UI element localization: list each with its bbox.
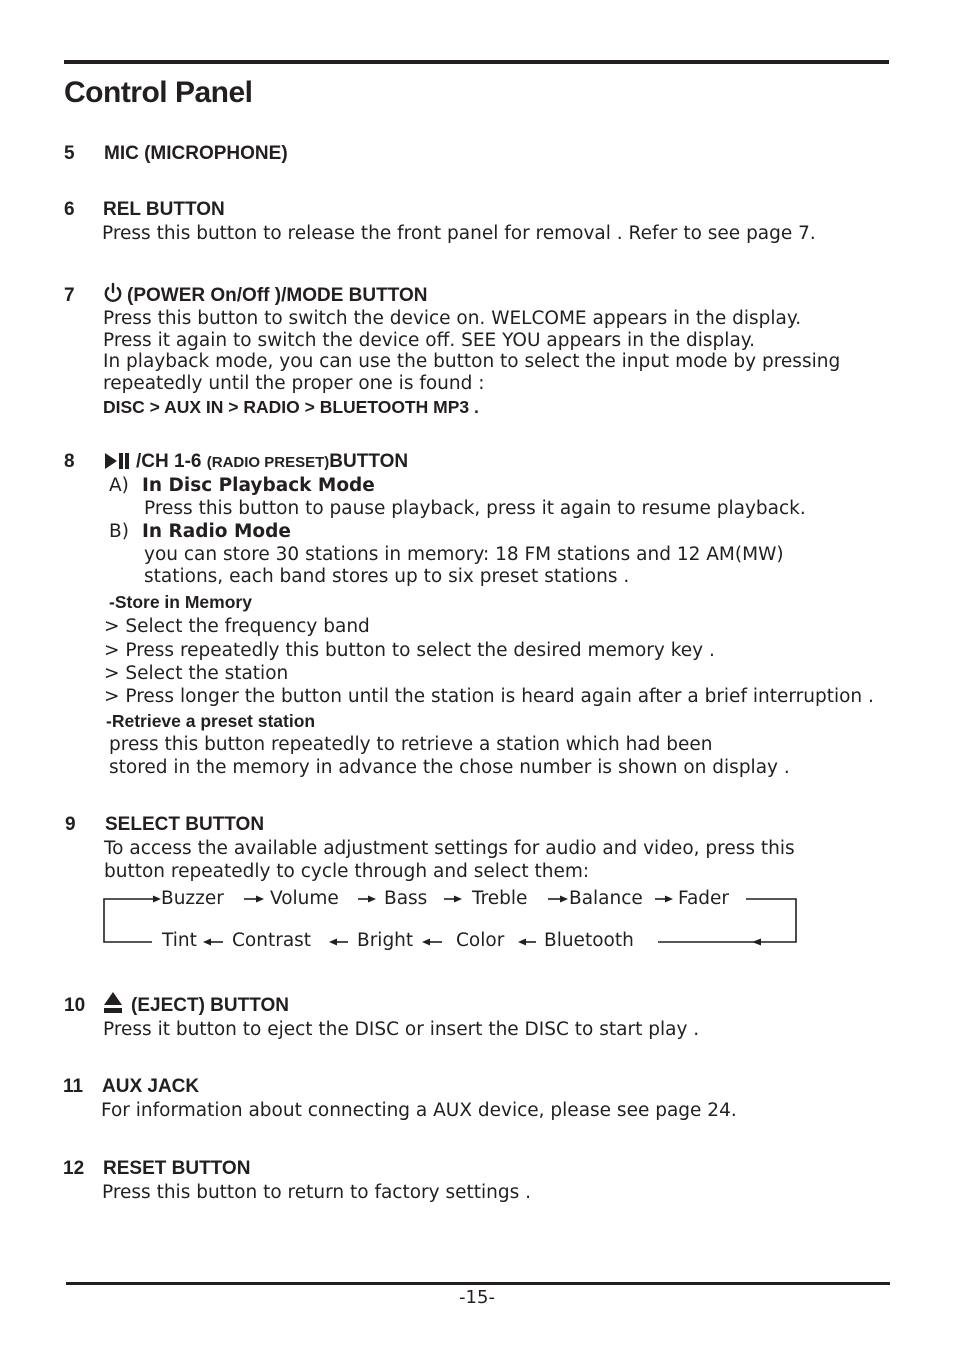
eject-icon: [103, 991, 123, 1015]
page-title: Control Panel: [64, 76, 253, 109]
section-8-heading-preset: (RADIO PRESET): [206, 454, 330, 471]
section-11-body: For information about connecting a AUX device, please see page 24.: [101, 1100, 737, 1121]
section-8-b-title: In Radio Mode: [142, 521, 291, 542]
section-5-number: 5: [64, 143, 75, 164]
cycle-item-color: Color: [456, 930, 505, 951]
section-8-b-label: B): [109, 521, 129, 542]
section-9-number: 9: [65, 814, 76, 835]
cycle-item-tint: Tint: [162, 930, 197, 951]
top-rule: [64, 60, 889, 64]
cycle-item-fader: Fader: [678, 888, 730, 909]
section-10-heading: (EJECT) BUTTON: [131, 995, 289, 1016]
input-mode-sequence: DISC > AUX IN > RADIO > BLUETOOTH MP3 .: [103, 397, 479, 417]
cycle-item-balance: Balance: [569, 888, 643, 909]
section-7-number: 7: [64, 285, 75, 306]
section-7-line-4: repeatedly until the proper one is found :: [103, 373, 485, 394]
section-8-number: 8: [64, 451, 75, 472]
section-12-body: Press this button to return to factory settings .: [102, 1182, 532, 1203]
section-7-line-1: Press this button to switch the device on. WELCOME appears in the display.: [103, 308, 802, 329]
cycle-item-treble: Treble: [472, 888, 528, 909]
section-8-heading-button: BUTTON: [329, 451, 409, 472]
section-10-number: 10: [64, 995, 86, 1016]
cycle-item-bass: Bass: [384, 888, 428, 909]
store-step-3: > Select the station: [104, 663, 289, 684]
section-9-line-2: button repeatedly to cycle through and select them:: [104, 861, 590, 882]
section-11-number: 11: [63, 1076, 84, 1097]
section-12-heading: RESET BUTTON: [103, 1158, 251, 1179]
play-pause-icon: [104, 452, 130, 470]
section-6-heading: REL BUTTON: [103, 199, 225, 220]
section-8-heading: [136, 451, 408, 473]
section-11-heading: AUX JACK: [102, 1076, 200, 1097]
section-8-heading-channel: /CH 1-6: [136, 451, 202, 472]
section-6-body: Press this button to release the front panel for removal . Refer to see page 7.: [102, 223, 816, 244]
store-memory-title: -Store in Memory: [109, 592, 252, 612]
cycle-item-buzzer: Buzzer: [161, 888, 224, 909]
cycle-item-bright: Bright: [357, 930, 414, 951]
section-8-b-line-1: you can store 30 stations in memory: 18 FM stations and 12 AM(MW): [144, 544, 784, 565]
section-5-heading: MIC (MICROPHONE): [104, 143, 288, 164]
cycle-item-bluetooth: Bluetooth: [544, 930, 634, 951]
retrieve-line-1: press this button repeatedly to retrieve a station which had been: [109, 734, 713, 755]
section-8-a-title: In Disc Playback Mode: [142, 475, 375, 496]
section-9-heading: SELECT BUTTON: [105, 814, 265, 835]
retrieve-line-2: stored in the memory in advance the chose number is shown on display .: [109, 757, 790, 778]
page-number: -15-: [459, 1287, 495, 1308]
cycle-item-contrast: Contrast: [232, 930, 312, 951]
section-10-body: Press it button to eject the DISC or insert the DISC to start play .: [103, 1019, 700, 1040]
section-7-line-2: Press it again to switch the device off. SEE YOU appears in the display.: [103, 330, 755, 351]
section-7-line-3: In playback mode, you can use the button to select the input mode by pressing: [103, 351, 841, 372]
power-icon: [103, 282, 123, 304]
store-step-4: > Press longer the button until the station is heard again after a brief interruption .: [104, 686, 874, 707]
cycle-item-volume: Volume: [270, 888, 339, 909]
section-6-number: 6: [64, 199, 75, 220]
section-9-line-1: To access the available adjustment settings for audio and video, press this: [104, 838, 795, 859]
bottom-rule: [66, 1282, 890, 1285]
section-12-number: 12: [63, 1158, 85, 1179]
section-7-heading: (POWER On/Off )/MODE BUTTON: [127, 285, 428, 306]
store-step-1: > Select the frequency band: [104, 616, 370, 637]
store-step-2: > Press repeatedly this button to select the desired memory key .: [104, 640, 715, 661]
retrieve-preset-title: -Retrieve a preset station: [106, 711, 316, 731]
section-8-a-body: Press this button to pause playback, press it again to resume playback.: [144, 498, 806, 519]
section-8-a-label: A): [109, 475, 129, 496]
section-8-b-line-2: stations, each band stores up to six preset stations .: [144, 566, 630, 587]
